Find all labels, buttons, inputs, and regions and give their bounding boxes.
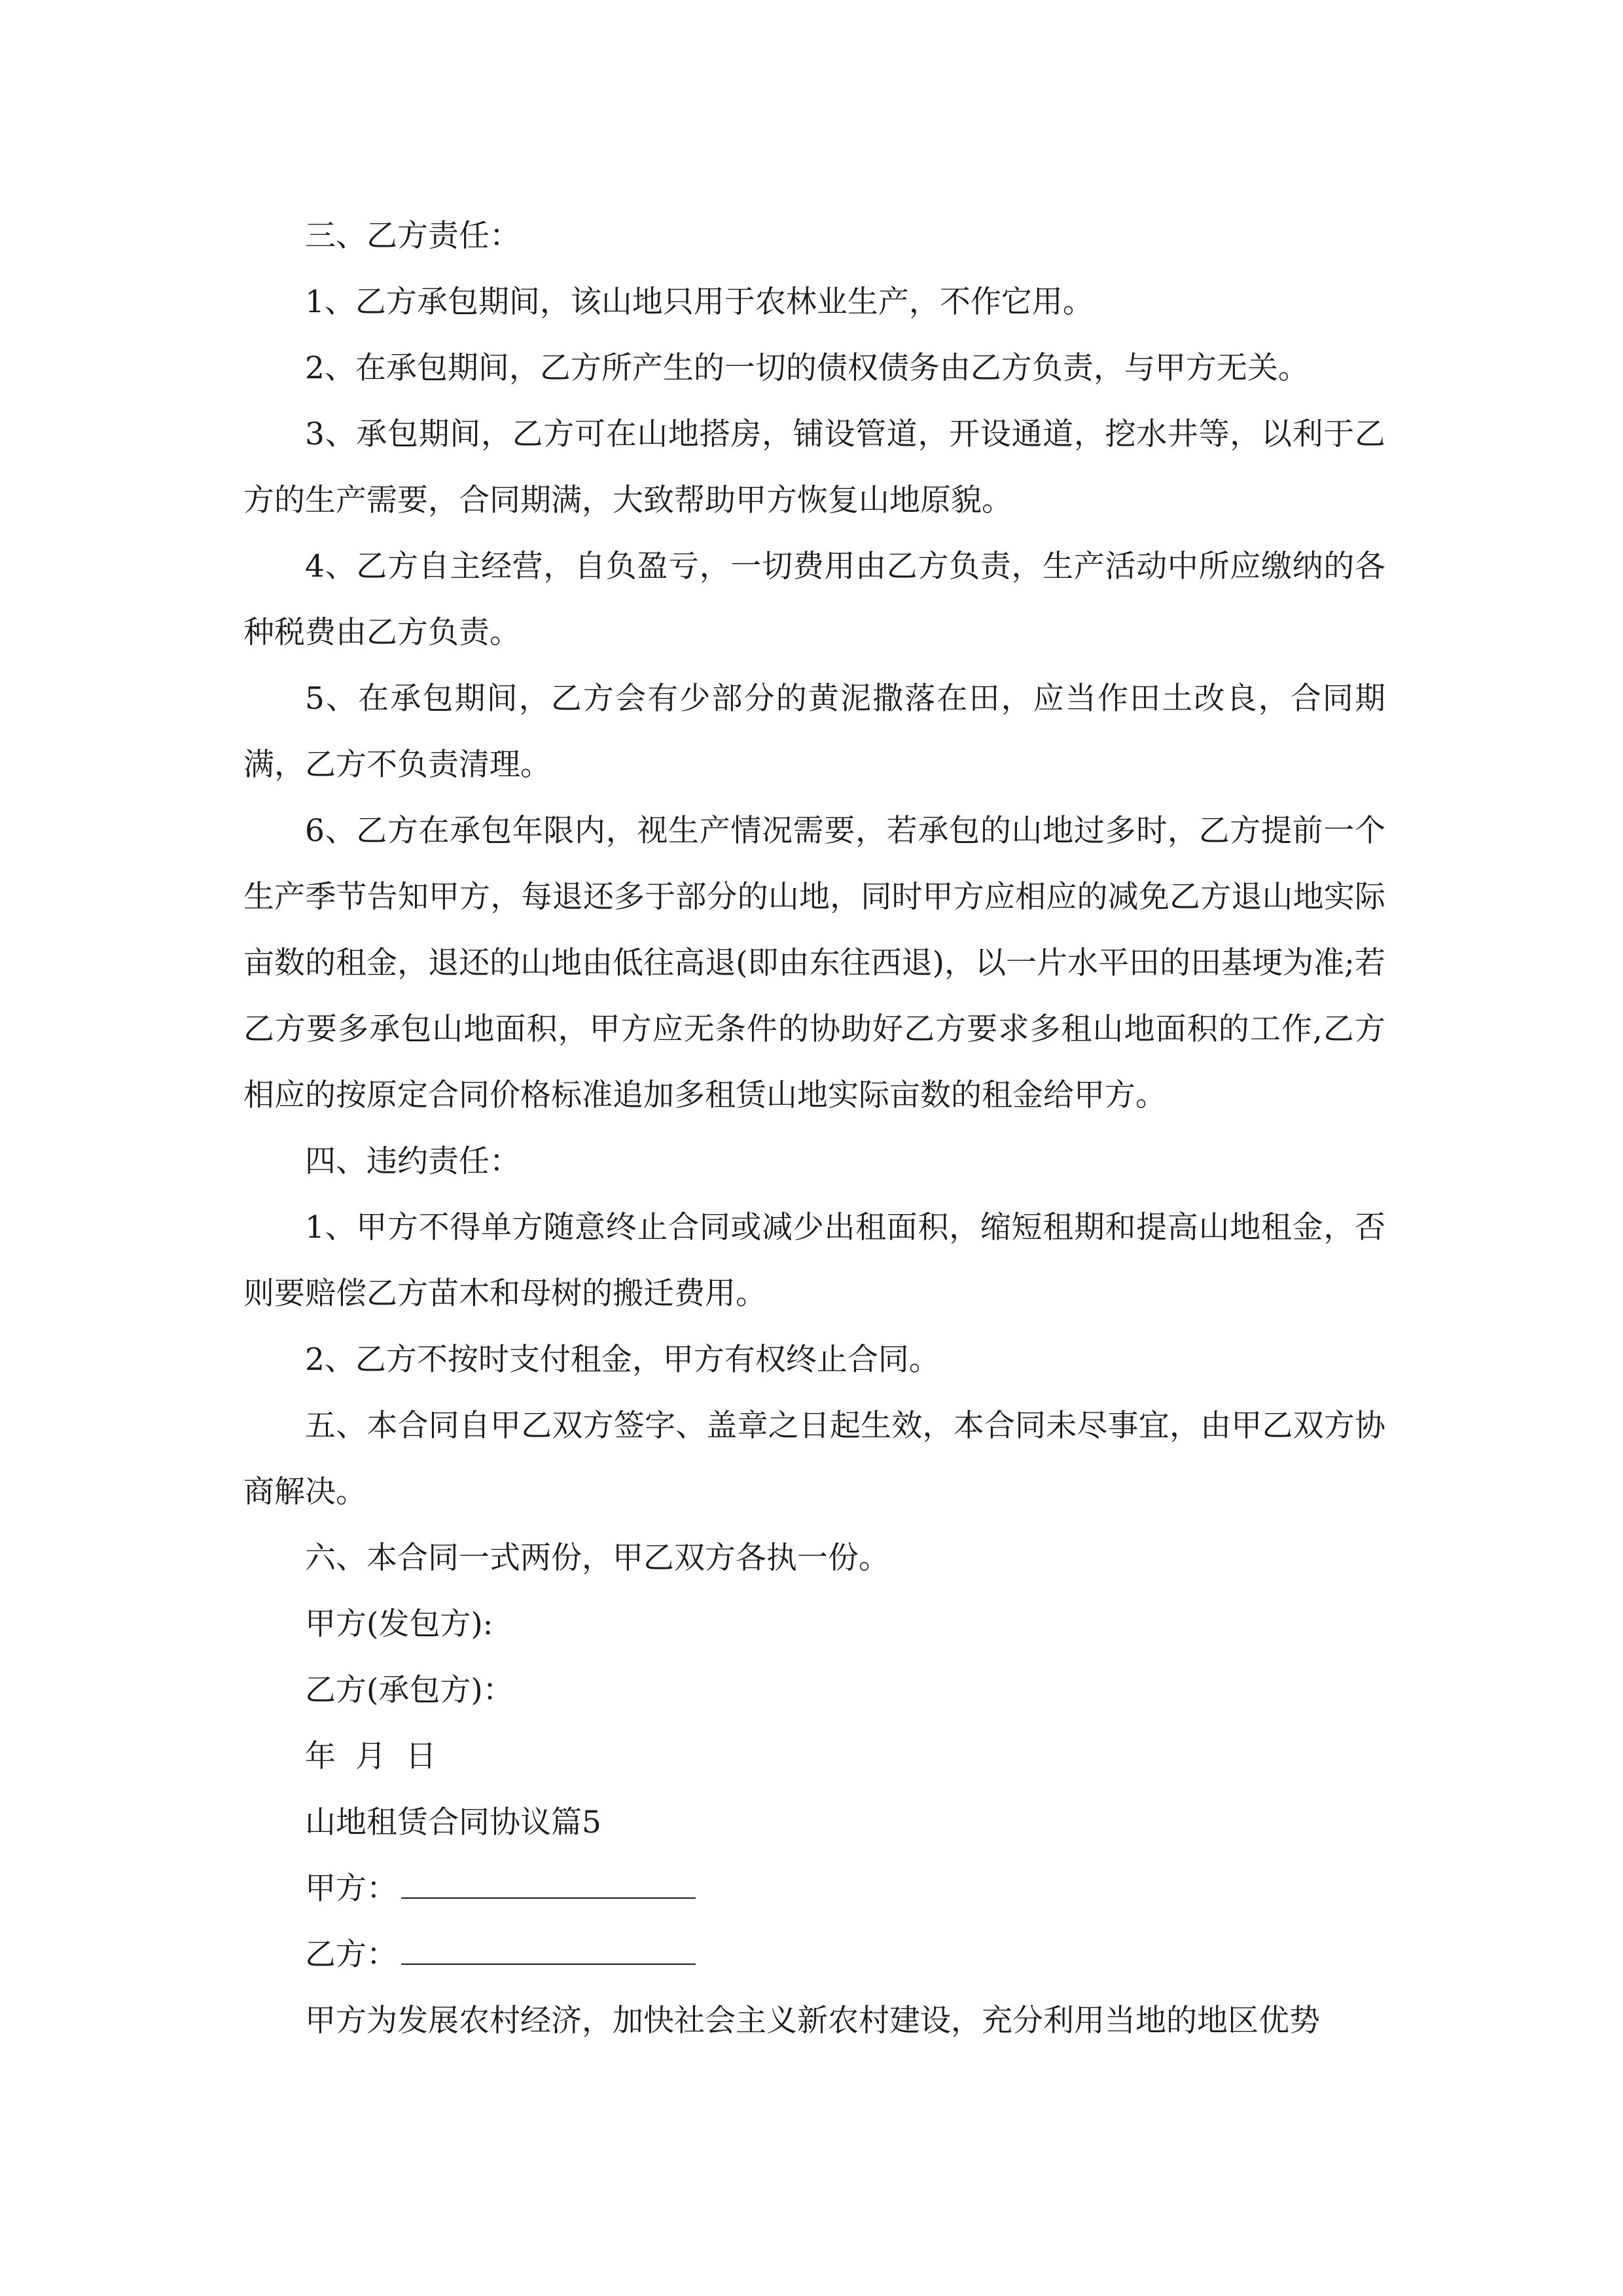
clause-liability-1: 1、甲方不得单方随意终止合同或减少出租面积，缩短租期和提高山地租金，否则要赔偿乙方苗木和母树的搬迁费用。 <box>243 1210 1385 1312</box>
party-b-blank <box>401 1939 696 1965</box>
date-line: 年 月 日 <box>305 1738 437 1774</box>
party-a-contractor-line: 甲方(发包方): <box>305 1606 493 1642</box>
section-title-part5: 山地租赁合同协议篇5 <box>305 1804 601 1840</box>
party-b-contractee-line: 乙方(承包方)： <box>305 1672 514 1708</box>
clause-effective: 五、本合同自甲乙双方签字、盖章之日起生效，本合同未尽事宜，由甲乙双方协商解决。 <box>243 1408 1385 1510</box>
section-heading-party-b-duties: 三、乙方责任： <box>305 218 520 254</box>
clause-copies: 六、本合同一式两份，甲乙双方各执一份。 <box>305 1540 889 1576</box>
clause-b-3: 3、承包期间，乙方可在山地搭房，铺设管道，开设通道，挖水井等，以利于乙方的生产需要，合同期满，大致帮助甲方恢复山地原貌。 <box>243 416 1385 518</box>
party-a-label: 甲方： <box>305 1871 397 1907</box>
intro-paragraph: 甲方为发展农村经济，加快社会主义新农村建设，充分利用当地的地区优势 <box>305 2003 1320 2039</box>
clause-b-2: 2、在承包期间，乙方所产生的一切的债权债务由乙方负责，与甲方无关。 <box>305 350 1309 386</box>
party-a-signature-row <box>243 1856 1385 1922</box>
party-b-label: 乙方： <box>305 1937 397 1973</box>
party-b-signature-row <box>243 1922 1385 1988</box>
clause-liability-2: 2、乙方不按时支付租金，甲方有权终止合同。 <box>305 1342 940 1378</box>
section-heading-liability: 四、违约责任： <box>305 1143 520 1179</box>
document-body <box>243 203 1385 2054</box>
clause-b-5: 5、在承包期间，乙方会有少部分的黄泥撒落在田，应当作田土改良，合同期满，乙方不负责清理。 <box>243 681 1385 783</box>
clause-b-6: 6、乙方在承包年限内，视生产情况需要，若承包的山地过多时，乙方提前一个生产季节告知甲方，每退还多于部分的山地，同时甲方应相应的减免乙方退山地实际亩数的租金，退还的山地由低往高退(即由东往西退)，以一片水平田的田基埂为准;若乙方要多承包山地面积，甲方应无条件的协助好乙方要求多租山地面积的工作,乙方相应的按原定合同价格标准追加多租赁山地实际亩数的租金给甲方。 <box>243 813 1385 1113</box>
clause-b-4: 4、乙方自主经营，自负盈亏，一切费用由乙方负责，生产活动中所应缴纳的各种税费由乙方负责。 <box>243 548 1385 651</box>
clause-b-1: 1、乙方承包期间，该山地只用于农林业生产，不作它用。 <box>305 284 1094 320</box>
party-a-blank <box>401 1873 696 1899</box>
